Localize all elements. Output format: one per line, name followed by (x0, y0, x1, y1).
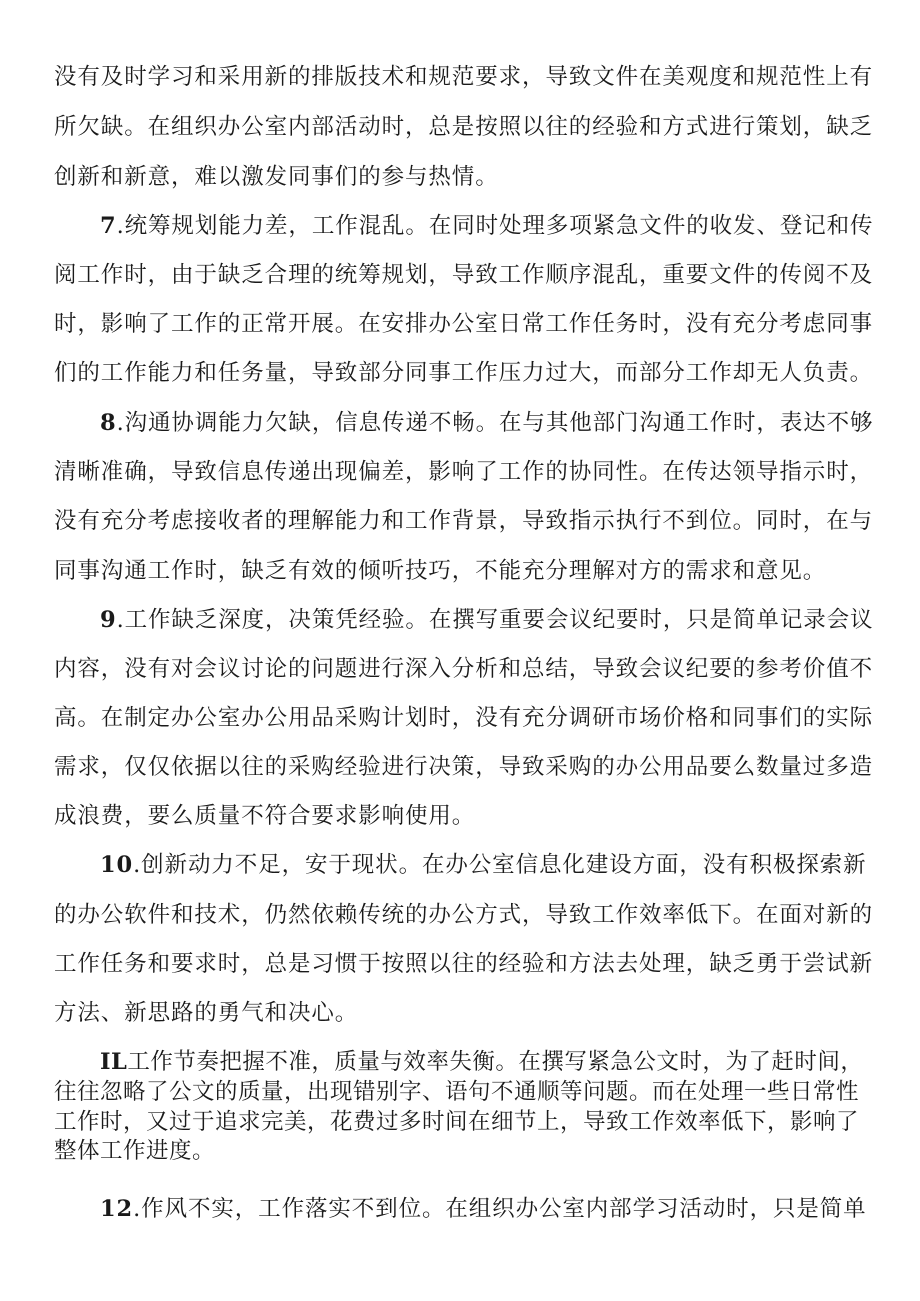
text-line: 时，影响了工作的正常开展。在安排办公室日常工作任务时，没有充分考虑同事 (54, 311, 874, 337)
text-line: 创新和新意，难以激发同事们的参与热情。 (54, 164, 499, 190)
text-line: 没有充分考虑接收者的理解能力和工作背景，导致指示执行不到位。同时，在与 (54, 508, 874, 534)
text-line: 方法、新思路的勇气和决心。 (54, 1000, 359, 1026)
text-line (100, 1047, 863, 1077)
text-line: 工作时，又过于追求完美，花费过多时间在细节上，导致工作效率低下，影响了 (54, 1109, 860, 1135)
text-line: 所欠缺。在组织办公室内部活动时，总是按照以往的经验和方式进行策划，缺乏 (54, 114, 874, 140)
text-line: 清晰准确，导致信息传递出现偏差，影响了工作的协同性。在传达领导指示时， (54, 459, 874, 485)
line-text: .沟通协调能力欠缺，信息传递不畅。在与其他部门沟通工作时，表达不够 (116, 410, 874, 436)
line-text: .作风不实，工作落实不到位。在组织办公室内部学习活动时，只是简单 (133, 1196, 867, 1222)
text-line: 工作任务和要求时，总是习惯于按照以往的经验和方法去处理，缺乏勇于尝试新 (54, 951, 874, 977)
paragraph-number: 7 (100, 213, 117, 239)
line-text: .统筹规划能力差，工作混乱。在同时处理多项紧急文件的收发、登记和传 (116, 213, 874, 239)
text-line: 整体工作进度。 (54, 1138, 216, 1164)
paragraph-number: IL (100, 1049, 128, 1075)
text-line: 往往忽略了公文的质量，出现错别字、语句不通顺等问题。而在处理一些日常性 (54, 1079, 860, 1105)
text-line: 同事沟通工作时，缺乏有效的倾听技巧，不能充分理解对方的需求和意见。 (54, 558, 827, 584)
text-line: 阅工作时，由于缺乏合理的统筹规划，导致工作顺序混乱，重要文件的传阅不及 (54, 262, 874, 288)
text-line (100, 605, 873, 635)
text-line: 需求，仅仅依据以往的采购经验进行决策，导致采购的办公用品要么数量过多造 (54, 754, 874, 780)
paragraph-number: 10 (100, 852, 134, 878)
paragraph-number: 8 (100, 410, 117, 436)
paragraph-number: 9 (100, 607, 117, 633)
text-line: 成浪费，要么质量不符合要求影响使用。 (54, 803, 476, 829)
text-line: 们的工作能力和任务量，导致部分同事工作压力过大，而部分工作却无人负责。 (54, 360, 874, 386)
text-line (100, 850, 867, 880)
text-line (100, 211, 873, 241)
paragraph-number: 12 (100, 1196, 134, 1222)
line-text: .工作缺乏深度，决策凭经验。在撰写重要会议纪要时，只是简单记录会议 (116, 607, 874, 633)
text-line: 高。在制定办公室办公用品采购计划时，没有充分调研市场价格和同事们的实际 (54, 705, 874, 731)
text-line: 没有及时学习和采用新的排版技术和规范要求，导致文件在美观度和规范性上有 (54, 64, 874, 90)
text-line (100, 1194, 867, 1224)
text-line: 内容，没有对会议讨论的问题进行深入分析和总结，导致会议纪要的参考价值不 (54, 656, 874, 682)
line-text: 工作节奏把握不准，质量与效率失衡。在撰写紧急公文时，为了赶时间， (127, 1049, 864, 1075)
text-line: 的办公软件和技术，仍然依赖传统的办公方式，导致工作效率低下。在面对新的 (54, 902, 874, 928)
line-text: .创新动力不足，安于现状。在办公室信息化建设方面，没有积极探索新 (133, 852, 867, 878)
text-line (100, 408, 873, 438)
